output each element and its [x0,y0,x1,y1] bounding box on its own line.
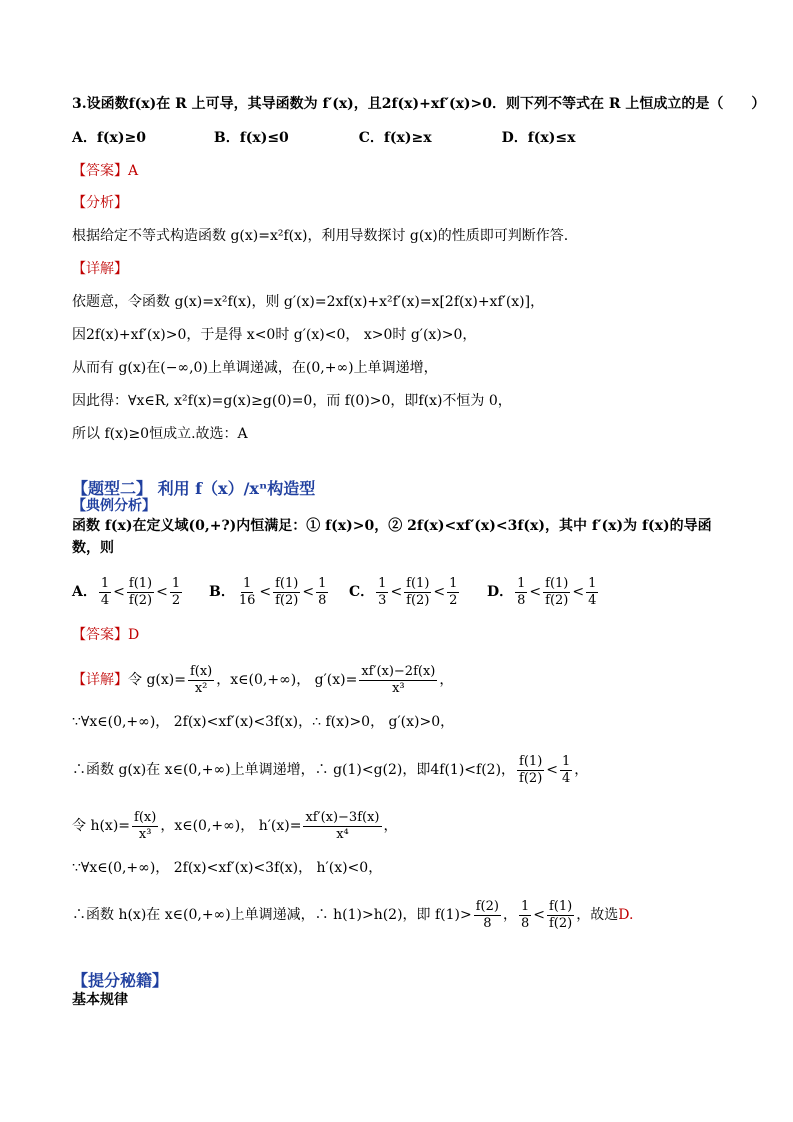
h-fraction: $\frac{f(x)}{\text{x³}}$ [134,809,157,842]
type2-detail-line-4: 令 h(x)= $\frac{f(x)}{\text{x³}}$ ，x∈(0,+∞)， h′(x)= $\frac{xf'(x)-3f(x)}{\text{x⁴}}$ ， [72,809,398,842]
type2-option-a: A． $\frac{1}{4}$ < $\frac{f(1)}{f(2)}$ < $\frac{1}{2}$ [72,575,181,608]
option-c-ratio: $\frac{f(1)}{f(2)}$ [406,575,430,608]
option-c-lhs: $\frac{1}{3}$ [378,575,387,608]
answer-value: A [128,163,139,179]
final-answer: D. [618,907,634,923]
type2-option-b: B． $\frac{1}{16}$ < $\frac{f(1)}{f(2)}$ < $\frac{1}{8}$ [209,575,327,608]
detail-line-2: 因2f(x)+xf′(x)>0，于是得 x<0时 g′(x)<0， x>0时 g′(x)>0， [72,327,477,343]
g-prime-fraction: $\frac{xf'(x)-2f(x)}{\text{x³}}$ [361,663,436,696]
type2-detail-line-5: ∵∀x∈(0,+∞)， 2f(x)<xf′(x)<3f(x)， h′(x)<0， [72,860,383,876]
option-d-lhs: $\frac{1}{8}$ [517,575,526,608]
type2-stem-line-2: 数，则 [72,540,114,556]
quarter-fraction: $\frac{1}{4}$ [562,753,571,786]
ratio-fraction: $\frac{f(1)}{f(2)}$ [519,753,543,786]
detail-line-5: 所以 f(x)≥0恒成立.故选：A [72,426,248,442]
q3-option-d: D．f(x)≤x [501,130,576,146]
q3-options [72,128,575,148]
type2-answer [72,625,139,645]
option-b-lhs: $\frac{1}{16}$ [238,575,256,608]
answer-value: D [128,627,140,643]
g-fraction: $\frac{f(x)}{\text{x²}}$ [189,663,213,696]
basic-rules-heading: 基本规律 [72,992,128,1008]
option-a-lhs: $\frac{1}{4}$ [100,575,110,608]
type2-detail-line-2: ∵∀x∈(0,+∞)， 2f(x)<xf′(x)<3f(x)，∴ f(x)>0， g′(x)>0， [72,714,455,730]
option-c-rhs: $\frac{1}{2}$ [449,575,458,608]
option-b-rhs: $\frac{1}{8}$ [318,575,327,608]
f2-over-8-fraction: $\frac{f(2)}{8}$ [475,898,499,931]
typical-analysis-heading: 【典例分析】 [72,498,156,514]
detail-tag: 【详解】 [72,672,128,688]
option-d-ratio: $\frac{f(1)}{f(2)}$ [545,575,569,608]
analysis-tag: 【分析】 [72,195,128,211]
answer-tag: 【答案】 [72,163,128,179]
type2-options [72,572,600,612]
q3-stem: 3.设函数f(x)在 R 上可导，其导函数为 f′(x)，且2f(x)+xf′(x)>0．则下列不等式在 R 上恒成立的是（ ） [72,96,766,112]
option-a-rhs: $\frac{1}{2}$ [171,575,181,608]
q3-option-c: C．f(x)≥x [358,130,432,146]
detail-line-3: 从而有 g(x)在(−∞,0)上单调递减，在(0,+∞)上单调递增， [72,360,438,376]
type2-option-c: C． $\frac{1}{3}$ < $\frac{f(1)}{f(2)}$ < $\frac{1}{2}$ [349,575,458,608]
q3-answer [72,161,138,181]
tips-heading: 【提分秘籍】 [72,971,169,990]
answer-tag: 【答案】 [72,627,128,643]
type2-detail-line-6: ∴函数 h(x)在 x∈(0,+∞)上单调递减，∴ h(1)>h(2)，即 f(1)> $\frac{f(2)}{8}$ ， $\frac{1}{8}$ < $\frac{f(1)}{f(2)}$ ，故选 D. [72,898,634,931]
analysis-text: 根据给定不等式构造函数 g(x)=x²f(x)，利用导数探讨 g(x)的性质即可判断作答. [72,228,569,244]
type2-detail-line-1: 【详解】 令 g(x)= $\frac{f(x)}{\text{x²}}$ ，x∈(0,+∞)， g′(x)= $\frac{xf'(x)-2f(x)}{\text{x³}}$ ， [72,663,454,696]
type2-stem-line-1: 函数 f(x)在定义域(0,+?)内恒满足：① f(x)>0，② 2f(x)<xf′(x)<3f(x)，其中 f′(x)为 f(x)的导函 [72,518,712,534]
ratio-fraction-2: $\frac{f(1)}{f(2)}$ [549,898,573,931]
detail-tag: 【详解】 [72,261,128,277]
detail-line-1: 依题意，令函数 g(x)=x²f(x)，则 g′(x)=2xf(x)+x²f′(x)=x[2f(x)+xf′(x)]， [72,294,545,310]
one-eighth-fraction: $\frac{1}{8}$ [520,898,530,931]
section-heading-type2: 【题型二】 利用 f（x）/xⁿ构造型 [72,479,316,498]
q3-option-a: A．f(x)≥0 [72,130,146,146]
option-a-ratio: $\frac{f(1)}{f(2)}$ [128,575,153,608]
h-prime-fraction: $\frac{xf'(x)-3f(x)}{\text{x⁴}}$ [305,809,380,842]
type2-detail-line-3: ∴函数 g(x)在 x∈(0,+∞)上单调递增，∴ g(1)<g(2)，即4f(1)<f(2)， $\frac{f(1)}{f(2)}$ < $\frac{1}{4}$ ， [72,753,589,786]
detail-line-4: 因此得：∀x∈R, x²f(x)=g(x)≥g(0)=0，而 f(0)>0，即f(x)不恒为 0， [72,393,512,409]
option-d-rhs: $\frac{1}{4}$ [588,575,597,608]
q3-option-b: B．f(x)≤0 [213,130,289,146]
option-b-ratio: $\frac{f(1)}{f(2)}$ [275,575,299,608]
type2-option-d: D． $\frac{1}{8}$ < $\frac{f(1)}{f(2)}$ < $\frac{1}{4}$ [487,575,597,608]
